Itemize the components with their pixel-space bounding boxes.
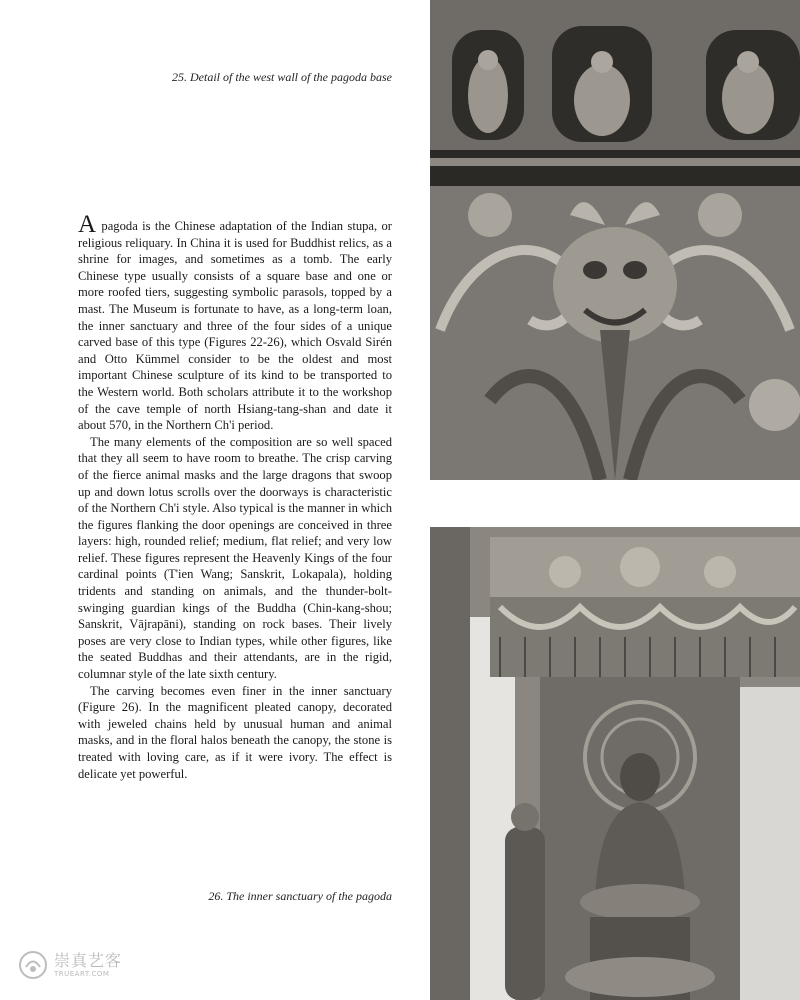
watermark-logo-icon — [18, 950, 48, 980]
body-text — [78, 211, 392, 782]
figure-26-photo — [430, 527, 800, 1000]
paragraph-1-text: pagoda is the Chinese adaptation of the Indian stupa, or religious reliquary. In China it is used for Buddhist relics, as a shrine for images, and sometimes as a tomb. The early Chinese type usually consists of a square base and one or more roofed tiers, suggesting symbolic parasols, topped by a mast. The Museum is fortunate to have, as a long-term loan, the inner sanctuary and three of the four sides of a unique carved base of this type (Figures 22-26), which Osvald Sirén and Otto Kümmel consider to be the oldest and most important Chinese sculpture of its kind to be transported to the Western world. Both scholars attribute it to the workshop of the cave temple of north Hsiang-tang-shan and date it about 570, in the Northern Ch'i period. — [78, 219, 392, 433]
figure-25-photo — [430, 0, 800, 480]
paragraph-3: The carving becomes even finer in the inner sanctuary (Figure 26). In the magnificent pleated canopy, decorated with jeweled chains held by unusual human and animal masks, and in the floral halos beneath the canopy, the stone is treated with loving care, as if it were ivory. The effect is delicate yet powerful. — [78, 683, 392, 781]
paragraph-1 — [78, 211, 392, 434]
watermark-url: TRUEART.COM — [54, 969, 110, 978]
figure-26-caption: 26. The inner sanctuary of the pagoda — [208, 889, 392, 903]
watermark — [18, 950, 122, 980]
drop-cap: A — [78, 211, 97, 238]
paragraph-2: The many elements of the composition are so well spaced that they all seem to have room to breathe. The crisp carving of the fierce animal masks and the large dragons that swoop up and down lotus scrolls over the doorways is characteristic of the Northern Ch'i style. Also typical is the manner in which the figures flanking the door openings are conceived in three layers: high, rounded relief; medium, flat relief; and very low relief. These figures represent the Heavenly Kings of the four cardinal points (T'ien Wang; Sanskrit, Lokapala), holding tridents and standing on animals, and the thunder-bolt-swinging guardian kings of the Buddha (Chin-kang-shou; Sanskrit, Vājrapāni), standing on rock bases. Their lively poses are very close to Indian types, while other figures, like the seated Buddhas and their attendants, are in the rigid, columnar style of the late sixth century. — [78, 434, 392, 682]
watermark-chinese-text: 崇真艺客 — [54, 950, 123, 970]
inner-sanctuary-image — [430, 527, 800, 1000]
relief-carving-image — [430, 0, 800, 480]
figure-25-caption: 25. Detail of the west wall of the pagoda base — [172, 70, 392, 84]
